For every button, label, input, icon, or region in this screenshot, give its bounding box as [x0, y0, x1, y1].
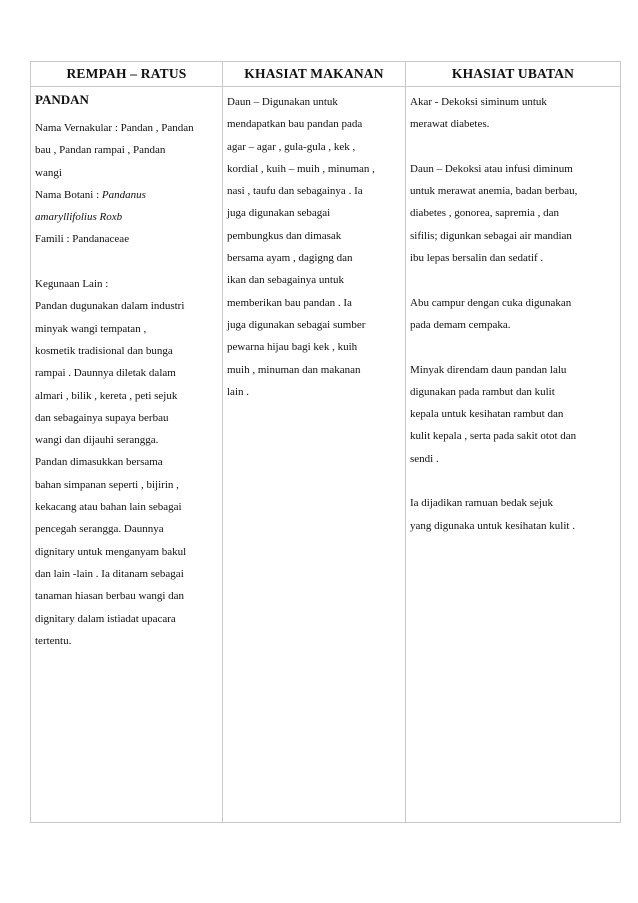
botani-name-part2: amaryllifolius Roxb — [35, 211, 123, 224]
botani-name-part1: Pandanus — [101, 188, 146, 201]
ubatan-abu-line: pada demam cempaka. — [410, 318, 511, 331]
kegunaan-line: Pandan dimasukkan bersama — [35, 456, 163, 469]
kegunaan-line: rampai . Daunnya diletak dalam — [35, 367, 176, 380]
header-khasiat-makanan: KHASIAT MAKANAN — [223, 62, 406, 87]
ubatan-minyak-line: Minyak direndam daun pandan lalu — [410, 363, 567, 376]
kegunaan-line: wangi dan dijauhi serangga. — [35, 434, 159, 447]
pandan-row — [31, 87, 621, 823]
botani-label: Nama Botani : — [35, 188, 102, 201]
makanan-line: juga digunakan sebagai sumber — [227, 318, 366, 331]
rempah-cell — [31, 87, 223, 823]
makanan-line: pembungkus dan dimasak — [227, 229, 342, 242]
ubatan-daun-line: diabetes , gonorea, sapremia , dan — [410, 207, 560, 220]
kegunaan-line: dan lain -lain . Ia ditanam sebagai — [35, 567, 184, 580]
makanan-line: mendapatkan bau pandan pada — [227, 118, 363, 131]
ubatan-minyak-line: kepala untuk kesihatan rambut dan — [410, 408, 564, 421]
ubatan-daun-line: untuk merawat anemia, badan berbau, — [410, 185, 578, 198]
makanan-line: memberikan bau pandan . Ia — [227, 296, 352, 309]
kegunaan-line: dignitary dalam istiadat upacara — [35, 612, 176, 625]
kegunaan-line: Pandan dugunakan dalam industri — [35, 300, 185, 313]
makanan-line: lain . — [227, 385, 249, 398]
header-rempah: REMPAH – RATUS — [31, 62, 223, 87]
ubatan-akar-line: Akar - Dekoksi siminum untuk — [410, 96, 547, 108]
makanan-line: nasi , taufu dan sebagainya . Ia — [227, 185, 363, 198]
makanan-line: bersama ayam , dagigng dan — [227, 252, 353, 265]
kegunaan-line: almari , bilik , kereta , peti sejuk — [35, 389, 178, 402]
vern-line: wangi — [35, 166, 62, 179]
kegunaan-line: kosmetik tradisional dan bunga — [35, 344, 173, 357]
ubatan-minyak-line: digunakan pada rambut dan kulit — [410, 385, 555, 398]
kegunaan-line: tanaman hiasan berbau wangi dan — [35, 590, 185, 603]
famili-line: Famili : Pandanaceae — [35, 233, 130, 246]
header-khasiat-ubatan: KHASIAT UBATAN — [406, 62, 621, 87]
makanan-line: ikan dan sebagainya untuk — [227, 274, 344, 287]
ubatan-akar-line: merawat diabetes. — [410, 118, 490, 131]
vern-line: bau , Pandan rampai , Pandan — [35, 144, 166, 157]
kegunaan-line: tertentu. — [35, 634, 72, 647]
makanan-line: juga digunakan sebagai — [227, 207, 331, 220]
kegunaan-line: kekacang atau bahan lain sebagai — [35, 501, 182, 514]
ubatan-daun-line: Daun – Dekoksi atau infusi diminum — [410, 162, 573, 175]
botani-line — [35, 184, 218, 206]
kegunaan-line: minyak wangi tempatan , — [35, 322, 147, 335]
makanan-line: muih , minuman dan makanan — [227, 363, 361, 376]
khasiat-ubatan-cell — [406, 87, 621, 823]
makanan-line: Daun – Digunakan untuk — [227, 96, 338, 108]
makanan-line: pewarna hijau bagi kek , kuih — [227, 341, 358, 354]
herb-title: PANDAN — [35, 92, 89, 107]
ubatan-daun-line: sifilis; digunkan sebagai air mandian — [410, 229, 572, 242]
herb-table — [30, 61, 621, 823]
ubatan-minyak-line: kulit kepala , serta pada sakit otot dan — [410, 430, 577, 443]
kegunaan-line: bahan simpanan seperti , bijirin , — [35, 478, 179, 491]
ubatan-bedak-line: yang digunaka untuk kesihatan kulit . — [410, 519, 575, 532]
kegunaan-heading: Kegunaan Lain : — [35, 278, 109, 291]
header-row — [31, 62, 621, 87]
khasiat-makanan-cell — [223, 87, 406, 823]
ubatan-abu-line: Abu campur dengan cuka digunakan — [410, 296, 572, 309]
ubatan-bedak-line: Ia dijadikan ramuan bedak sejuk — [410, 497, 553, 510]
makanan-line: kordial , kuih – muih , minuman , — [227, 162, 375, 175]
makanan-line: agar – agar , gula-gula , kek , — [227, 140, 356, 153]
kegunaan-line: dignitary untuk menganyam bakul — [35, 545, 187, 558]
ubatan-minyak-line: sendi . — [410, 452, 439, 465]
vern-line: Nama Vernakular : Pandan , Pandan — [35, 122, 194, 134]
kegunaan-line: dan sebagainya supaya berbau — [35, 411, 169, 424]
ubatan-daun-line: ibu lepas bersalin dan sedatif . — [410, 252, 544, 265]
kegunaan-line: pencegah serangga. Daunnya — [35, 523, 164, 536]
